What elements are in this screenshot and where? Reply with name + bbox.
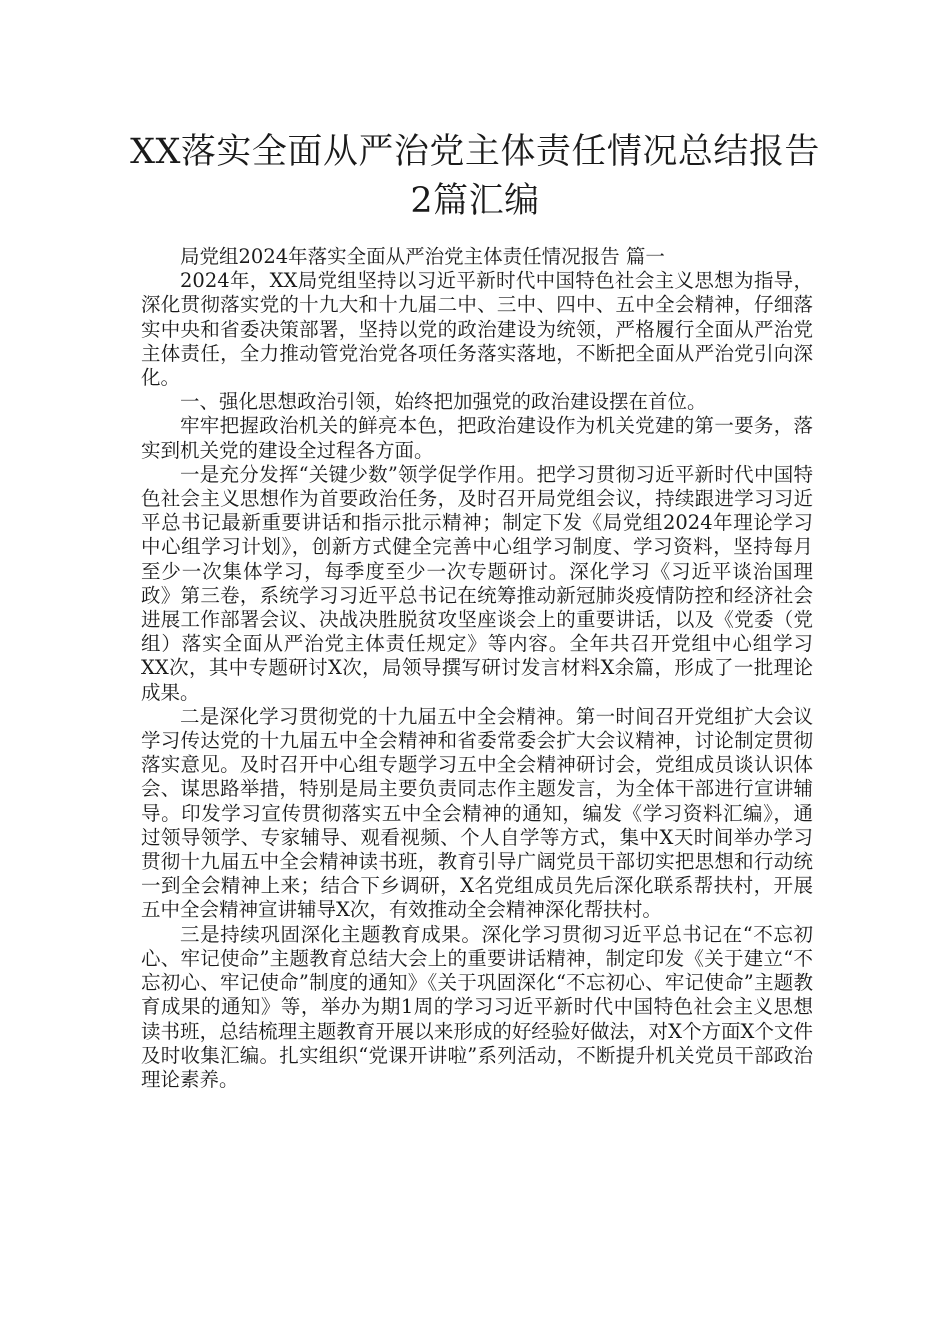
document-body bbox=[141, 245, 813, 1092]
paragraph-point-two: 二是深化学习贯彻党的十九届五中全会精神。第一时间召开党组扩大会议学习传达党的十九届五中全会精神和省委常委会扩大会议精神，讨论制定贯彻落实意见。及时召开中心组专题学习五中全会精神研讨会，党组成员谈认识体会、谋思路举措，特别是局主要负责同志作主题发言，为全体干部进行宣讲辅导。印发学习宣传贯彻落实五中全会精神的通知，编发《学习资料汇编》，通过领导领学、专家辅导、观看视频、个人自学等方式，集中X天时间举办学习贯彻十九届五中全会精神读书班，教育引导广阔党员干部切实把思想和行动统一到全会精神上来；结合下乡调研，X名党组成员先后深化联系帮扶村，开展五中全会精神宣讲辅导X次，有效推动全会精神深化帮扶村。 bbox=[141, 704, 813, 922]
document-title: XX落实全面从严治党主体责任情况总结报告2篇汇编 bbox=[130, 132, 820, 221]
intro-paragraph: 2024年，XX局党组坚持以习近平新时代中国特色社会主义思想为指导，深化贯彻落实党的十九大和十九届二中、三中、四中、五中全会精神，仔细落实中央和省委决策部署，坚持以党的政治建设为统领，严格履行全面从严治党主体责任，全力推动管党治党各项任务落实落地，不断把全面从严治党引向深化。 bbox=[141, 269, 813, 390]
subheading-one: 一、强化思想政治引领，始终把加强党的政治建设摆在首位。 bbox=[180, 390, 707, 414]
section-heading: 局党组2024年落实全面从严治党主体责任情况报告 篇一 bbox=[180, 245, 665, 268]
paragraph-political-construction: 牢牢把握政治机关的鲜亮本色，把政治建设作为机关党建的第一要务，落实到机关党的建设全过程各方面。 bbox=[141, 414, 813, 462]
paragraph-point-three: 三是持续巩固深化主题教育成果。深化学习贯彻习近平总书记在“不忘初心、牢记使命”主题教育总结大会上的重要讲话精神，制定印发《关于建立“不忘初心、牢记使命”制度的通知》《关于巩固深化“不忘初心、牢记使命”主题教育成果的通知》等，举办为期1周的学习习近平新时代中国特色社会主义思想读书班，总结梳理主题教育开展以来形成的好经验好做法，对X个方面X个文件及时收集汇编。扎实组织“党课开讲啦”系列活动，不断提升机关党员干部政治理论素养。 bbox=[141, 922, 813, 1091]
paragraph-point-one: 一是充分发挥“关键少数”领学促学作用。把学习贯彻习近平新时代中国特色社会主义思想作为首要政治任务，及时召开局党组会议，持续跟进学习习近平总书记最新重要讲话和指示批示精神；制定下发《局党组2024年理论学习中心组学习计划》，创新方式健全完善中心组学习制度、学习资料，坚持每月至少一次集体学习，每季度至少一次专题研讨。深化学习《习近平谈治国理政》第三卷，系统学习习近平总书记在统筹推动新冠肺炎疫情防控和经济社会进展工作部署会议、决战决胜脱贫攻坚座谈会上的重要讲话，以及《党委（党组）落实全面从严治党主体责任规定》等内容。全年共召开党组中心组学习 XX次，其中专题研讨X次，局领导撰写研讨发言材料X余篇，形成了一批理论成果。 bbox=[141, 462, 813, 704]
